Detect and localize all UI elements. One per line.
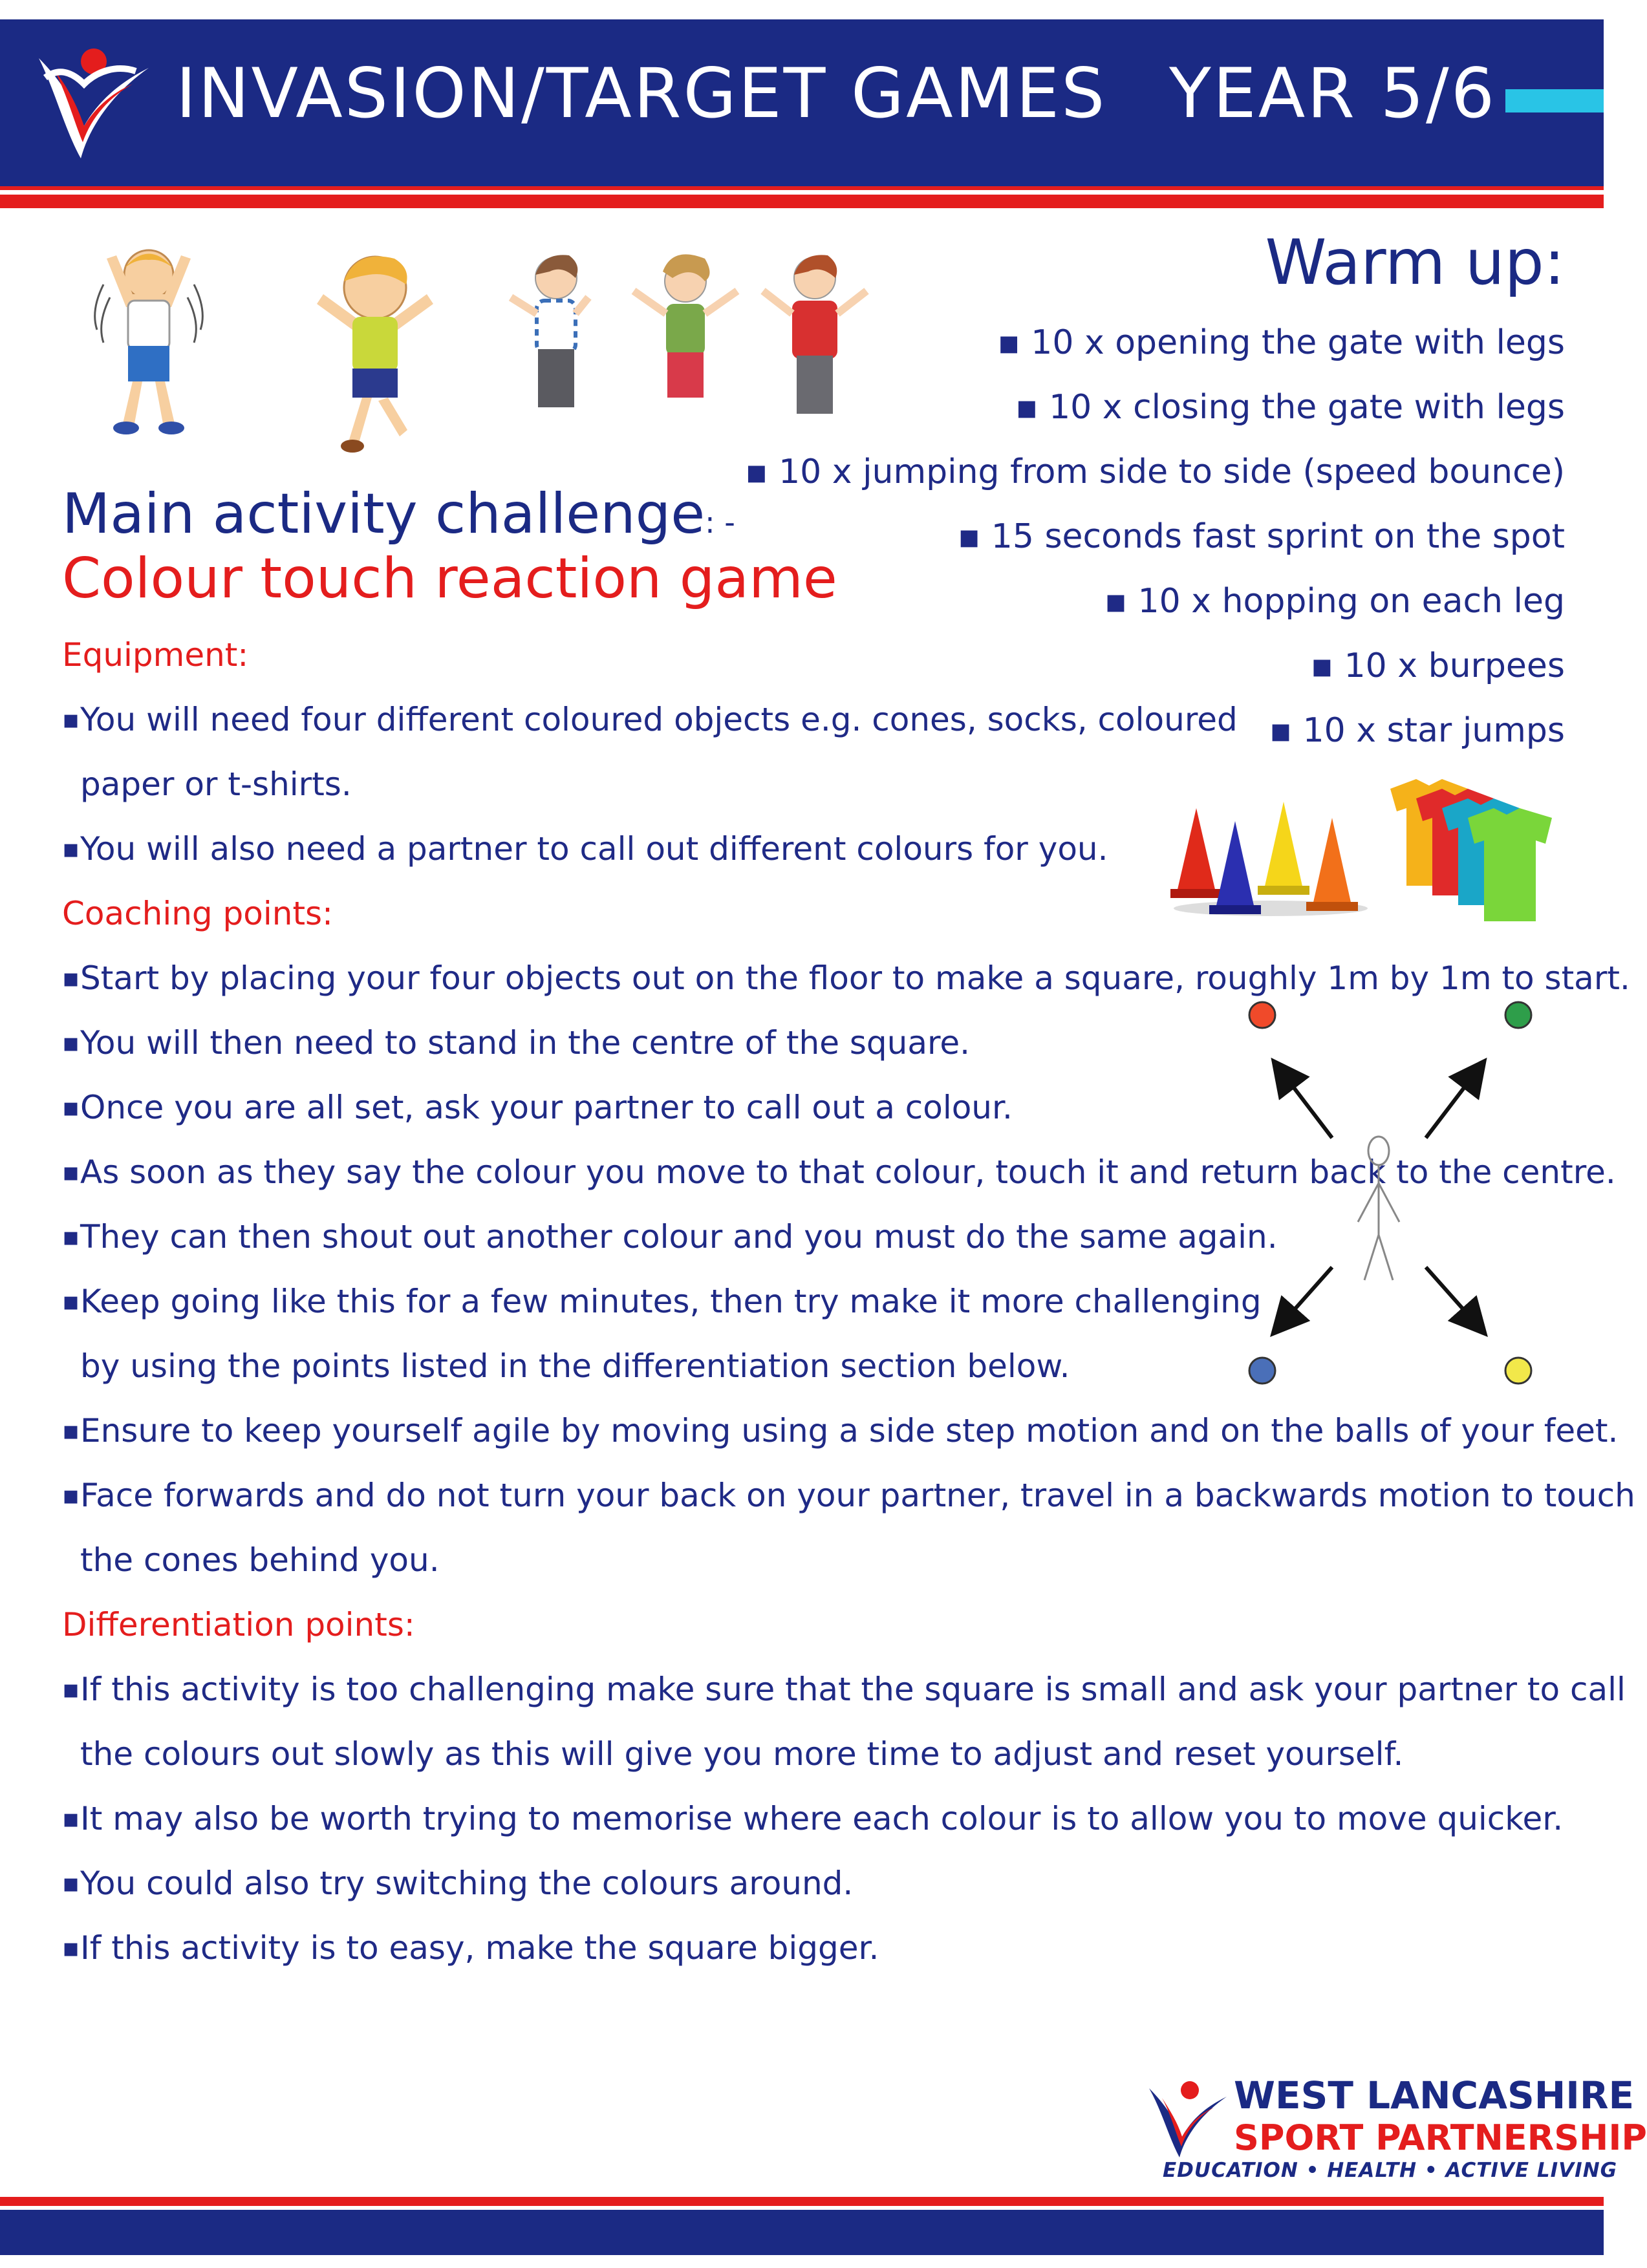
star-jump-kid-illustration [78, 239, 220, 446]
red-marker-dot [1249, 1002, 1275, 1028]
coaching-item-continued: by using the points listed in the differentiation section below. [80, 1347, 1070, 1385]
arrow-up-right [1426, 1070, 1478, 1138]
main-activity-title-suffix: : - [705, 505, 735, 540]
sport-partnership-logo-icon [19, 32, 155, 168]
bullet-icon: ▪ [62, 705, 80, 734]
stick-figure-icon [1358, 1137, 1399, 1280]
bullet-icon: ▪ [62, 1481, 80, 1510]
coaching-item: ▪Ensure to keep yourself agile by moving using a side step motion and on the balls of your feet. [62, 1412, 1619, 1450]
warm-up-item: ▪ 10 x closing the gate with legs [1015, 388, 1565, 427]
differentiation-item: ▪If this activity is to easy, make the square bigger. [62, 1929, 879, 1967]
t-shirts-illustration [1377, 776, 1565, 925]
footer-tagline: EDUCATION • HEALTH • ACTIVE LIVING [1163, 2159, 1618, 2182]
coaching-item: ▪Face forwards and do not turn your back on your partner, travel in a backwards motion to touch [62, 1477, 1635, 1514]
footer-logo-icon [1139, 2072, 1230, 2163]
bullet-icon: ▪ [62, 1287, 80, 1316]
equipment-heading: Equipment: [62, 636, 249, 674]
blue-marker-dot [1249, 1358, 1275, 1384]
footer-band [0, 2210, 1604, 2255]
bullet-icon: ▪ [62, 1868, 80, 1898]
coaching-item: ▪As soon as they say the colour you move to that colour, touch it and return back to the centre. [62, 1153, 1616, 1191]
coaching-item: ▪Start by placing your four objects out on the floor to make a square, roughly 1m by 1m to start. [62, 959, 1630, 997]
equipment-item-continued: paper or t-shirts. [80, 765, 352, 803]
bullet-icon: ▪ [62, 1674, 80, 1704]
coaching-item: ▪Keep going like this for a few minutes, then try make it more challenging [62, 1283, 1262, 1320]
header-white-stripe [0, 190, 1604, 195]
warm-up-item: ▪ 10 x opening the gate with legs [997, 323, 1565, 362]
coaching-heading: Coaching points: [62, 895, 333, 932]
green-marker-dot [1505, 1002, 1531, 1028]
jumping-kids-illustration [498, 246, 912, 440]
bullet-icon: ▪ [62, 1933, 80, 1963]
differentiation-item: ▪It may also be worth trying to memorise where each colour is to allow you to move quicker. [62, 1800, 1564, 1837]
warm-up-item: ▪ 10 x star jumps [1269, 711, 1565, 750]
footer-org-name-line1: WEST LANCASHIRE [1234, 2073, 1635, 2117]
differentiation-item: ▪You could also try switching the colours around. [62, 1865, 854, 1902]
arrow-down-right [1426, 1267, 1478, 1325]
header-accent-bar [1505, 89, 1604, 112]
footer-red-stripe [0, 2197, 1604, 2206]
bullet-icon: ▪ [62, 834, 80, 864]
bullet-icon: ▪ [62, 1222, 80, 1252]
main-activity-title: Main activity challenge [62, 482, 705, 546]
differentiation-item: ▪If this activity is too challenging make sure that the square is small and ask your partner to call [62, 1671, 1626, 1708]
warm-up-item: ▪ 10 x hopping on each leg [1104, 582, 1565, 621]
footer-org-name-line2: SPORT PARTNERSHIP [1234, 2117, 1647, 2158]
yellow-marker-dot [1505, 1358, 1531, 1384]
bullet-icon: ▪ [62, 1416, 80, 1446]
equipment-item: ▪You will also need a partner to call out different colours for you. [62, 830, 1108, 868]
coaching-item: ▪Once you are all set, ask your partner to call out a colour. [62, 1089, 1013, 1126]
coaching-item-continued: the cones behind you. [80, 1541, 440, 1579]
coaching-item: ▪They can then shout out another colour and you must do the same again. [62, 1218, 1278, 1256]
differentiation-item-continued: the colours out slowly as this will give you more time to adjust and reset yourself. [80, 1735, 1404, 1773]
warm-up-item: ▪ 10 x burpees [1310, 647, 1565, 685]
colour-square-diagram [1229, 989, 1552, 1403]
page-title: INVASION/TARGET GAMES [176, 54, 1107, 133]
differentiation-heading: Differentiation points: [62, 1606, 415, 1643]
bullet-icon: ▪ [62, 1804, 80, 1834]
running-kid-illustration [297, 246, 453, 459]
bullet-icon: ▪ [62, 1157, 80, 1187]
bullet-icon: ▪ [62, 963, 80, 993]
arrow-down-left [1280, 1267, 1332, 1325]
bullet-icon: ▪ [62, 1093, 80, 1122]
warm-up-item: ▪ 15 seconds fast sprint on the spot [958, 517, 1565, 556]
coaching-item: ▪You will then need to stand in the centre of the square. [62, 1024, 971, 1062]
equipment-item: ▪You will need four different coloured objects e.g. cones, socks, coloured [62, 701, 1238, 738]
main-activity-heading [62, 482, 735, 546]
year-group-label: YEAR 5/6 [1169, 54, 1497, 133]
main-activity-subtitle: Colour touch reaction game [62, 546, 837, 611]
cones-illustration [1170, 782, 1371, 918]
bullet-icon: ▪ [62, 1028, 80, 1058]
warm-up-heading: Warm up: [1265, 226, 1565, 299]
arrow-up-left [1280, 1070, 1332, 1138]
warm-up-item: ▪ 10 x jumping from side to side (speed bounce) [745, 453, 1565, 491]
